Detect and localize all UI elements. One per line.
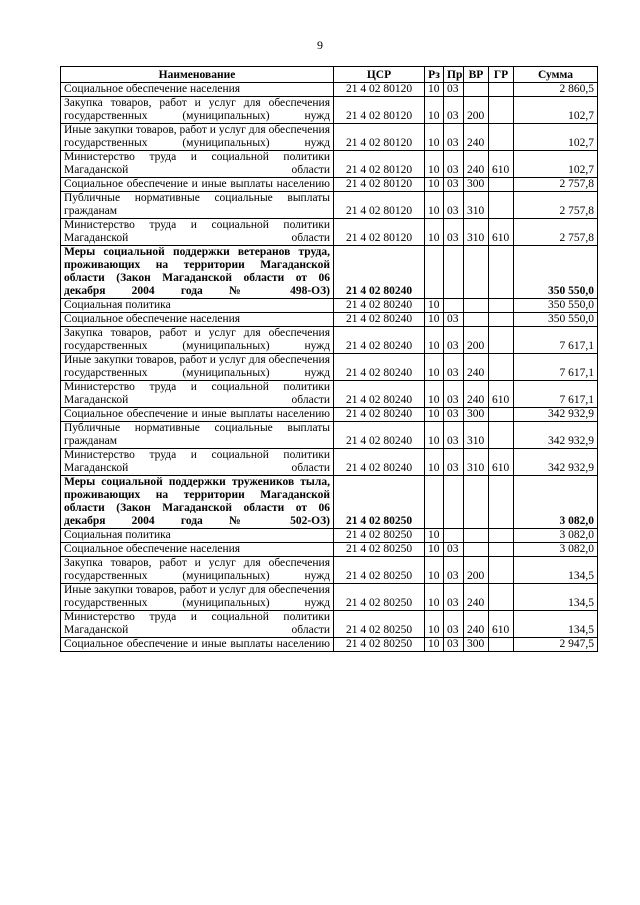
header-csr: ЦСР [334, 67, 425, 83]
row-csr-cell: 21 4 02 80120 [334, 97, 425, 124]
row-rz-cell: 10 [425, 151, 444, 178]
row-csr-cell: 21 4 02 80120 [334, 178, 425, 192]
row-rz-cell: 10 [425, 327, 444, 354]
row-pr-cell: 03 [444, 97, 464, 124]
row-sum-cell: 134,5 [514, 557, 598, 584]
row-pr-cell [444, 246, 464, 299]
row-name-cell: Иные закупки товаров, работ и услуг для обеспечения государственных (муниципальных) нужд [61, 584, 334, 611]
row-vr-cell [464, 299, 489, 313]
row-sum-cell: 2 757,8 [514, 192, 598, 219]
row-name-cell: Министерство труда и социальной политики Магаданской области [61, 611, 334, 638]
table-row [61, 151, 598, 178]
row-rz-cell: 10 [425, 124, 444, 151]
row-vr-cell: 240 [464, 354, 489, 381]
row-sum-cell: 2 947,5 [514, 638, 598, 652]
row-csr-cell: 21 4 02 80120 [334, 219, 425, 246]
row-name-cell: Социальное обеспечение населения [61, 543, 334, 557]
row-csr-cell: 21 4 02 80250 [334, 476, 425, 529]
row-vr-cell: 300 [464, 638, 489, 652]
row-pr-cell: 03 [444, 543, 464, 557]
row-vr-cell [464, 246, 489, 299]
row-name-cell: Иные закупки товаров, работ и услуг для обеспечения государственных (муниципальных) нужд [61, 354, 334, 381]
table-row [61, 529, 598, 543]
row-rz-cell: 10 [425, 408, 444, 422]
row-vr-cell: 240 [464, 151, 489, 178]
row-csr-cell: 21 4 02 80240 [334, 408, 425, 422]
row-vr-cell: 240 [464, 381, 489, 408]
row-gr-cell [489, 83, 514, 97]
row-gr-cell [489, 124, 514, 151]
row-sum-cell: 102,7 [514, 97, 598, 124]
row-sum-cell: 350 550,0 [514, 299, 598, 313]
row-gr-cell: 610 [489, 449, 514, 476]
row-name-cell: Министерство труда и социальной политики Магаданской области [61, 381, 334, 408]
row-pr-cell: 03 [444, 557, 464, 584]
row-pr-cell [444, 299, 464, 313]
row-vr-cell: 310 [464, 422, 489, 449]
row-name-cell: Публичные нормативные социальные выплаты гражданам [61, 422, 334, 449]
row-sum-cell: 134,5 [514, 584, 598, 611]
row-vr-cell: 200 [464, 327, 489, 354]
row-sum-cell: 134,5 [514, 611, 598, 638]
row-rz-cell: 10 [425, 381, 444, 408]
table-row [61, 584, 598, 611]
table-row [61, 408, 598, 422]
table-row [61, 124, 598, 151]
row-rz-cell [425, 246, 444, 299]
row-sum-cell: 3 082,0 [514, 476, 598, 529]
row-vr-cell [464, 543, 489, 557]
row-gr-cell [489, 529, 514, 543]
header-name: Наименование [61, 67, 334, 83]
row-pr-cell: 03 [444, 313, 464, 327]
table-row [61, 246, 598, 299]
row-gr-cell [489, 178, 514, 192]
row-rz-cell: 10 [425, 422, 444, 449]
row-pr-cell: 03 [444, 178, 464, 192]
row-rz-cell: 10 [425, 178, 444, 192]
row-rz-cell: 10 [425, 449, 444, 476]
row-vr-cell [464, 476, 489, 529]
row-pr-cell: 03 [444, 638, 464, 652]
row-sum-cell: 7 617,1 [514, 354, 598, 381]
row-pr-cell: 03 [444, 611, 464, 638]
row-rz-cell: 10 [425, 83, 444, 97]
row-rz-cell: 10 [425, 219, 444, 246]
header-rz: Рз [425, 67, 444, 83]
row-pr-cell: 03 [444, 449, 464, 476]
row-gr-cell [489, 476, 514, 529]
row-pr-cell: 03 [444, 327, 464, 354]
row-name-cell: Министерство труда и социальной политики Магаданской области [61, 151, 334, 178]
row-csr-cell: 21 4 02 80120 [334, 83, 425, 97]
table-row [61, 611, 598, 638]
row-csr-cell: 21 4 02 80240 [334, 354, 425, 381]
row-name-cell: Меры социальной поддержки ветеранов труда, проживающих на территории Магаданской области (Закон Магаданской области от 06 декабря 2004 года № 498-ОЗ) [61, 246, 334, 299]
row-rz-cell: 10 [425, 97, 444, 124]
row-pr-cell: 03 [444, 151, 464, 178]
row-name-cell: Закупка товаров, работ и услуг для обеспечения государственных (муниципальных) нужд [61, 557, 334, 584]
row-sum-cell: 2 757,8 [514, 219, 598, 246]
row-csr-cell: 21 4 02 80250 [334, 543, 425, 557]
row-csr-cell: 21 4 02 80120 [334, 192, 425, 219]
table-row [61, 219, 598, 246]
table-row [61, 97, 598, 124]
row-name-cell: Социальная политика [61, 299, 334, 313]
row-sum-cell: 2 860,5 [514, 83, 598, 97]
row-name-cell: Социальное обеспечение населения [61, 83, 334, 97]
row-csr-cell: 21 4 02 80120 [334, 151, 425, 178]
row-pr-cell: 03 [444, 124, 464, 151]
row-rz-cell: 10 [425, 543, 444, 557]
row-sum-cell: 342 932,9 [514, 408, 598, 422]
row-vr-cell: 240 [464, 584, 489, 611]
row-name-cell: Социальное обеспечение и иные выплаты населению [61, 638, 334, 652]
row-csr-cell: 21 4 02 80250 [334, 584, 425, 611]
row-pr-cell: 03 [444, 381, 464, 408]
row-gr-cell [489, 327, 514, 354]
row-vr-cell: 200 [464, 97, 489, 124]
budget-table [60, 66, 598, 652]
row-gr-cell: 610 [489, 381, 514, 408]
row-rz-cell: 10 [425, 354, 444, 381]
table-row [61, 422, 598, 449]
row-sum-cell: 102,7 [514, 124, 598, 151]
table-row [61, 381, 598, 408]
row-pr-cell: 03 [444, 354, 464, 381]
row-name-cell: Социальное обеспечение населения [61, 313, 334, 327]
row-csr-cell: 21 4 02 80240 [334, 246, 425, 299]
row-csr-cell: 21 4 02 80240 [334, 449, 425, 476]
row-pr-cell: 03 [444, 83, 464, 97]
row-vr-cell: 310 [464, 192, 489, 219]
row-csr-cell: 21 4 02 80240 [334, 313, 425, 327]
table-row [61, 354, 598, 381]
row-sum-cell: 7 617,1 [514, 381, 598, 408]
row-vr-cell [464, 83, 489, 97]
row-vr-cell: 310 [464, 219, 489, 246]
row-gr-cell [489, 97, 514, 124]
table-row [61, 313, 598, 327]
table-row [61, 476, 598, 529]
row-gr-cell [489, 299, 514, 313]
header-vr: ВР [464, 67, 489, 83]
row-gr-cell [489, 313, 514, 327]
row-rz-cell: 10 [425, 611, 444, 638]
row-gr-cell [489, 246, 514, 299]
table-row [61, 83, 598, 97]
header-gr: ГР [489, 67, 514, 83]
table-row [61, 543, 598, 557]
row-csr-cell: 21 4 02 80250 [334, 638, 425, 652]
row-csr-cell: 21 4 02 80240 [334, 327, 425, 354]
row-name-cell: Публичные нормативные социальные выплаты гражданам [61, 192, 334, 219]
row-name-cell: Иные закупки товаров, работ и услуг для обеспечения государственных (муниципальных) нужд [61, 124, 334, 151]
row-rz-cell: 10 [425, 638, 444, 652]
row-csr-cell: 21 4 02 80240 [334, 381, 425, 408]
row-sum-cell: 350 550,0 [514, 313, 598, 327]
row-gr-cell [489, 354, 514, 381]
row-vr-cell: 310 [464, 449, 489, 476]
row-gr-cell: 610 [489, 151, 514, 178]
row-rz-cell: 10 [425, 192, 444, 219]
row-gr-cell [489, 192, 514, 219]
row-vr-cell: 240 [464, 611, 489, 638]
row-sum-cell: 342 932,9 [514, 422, 598, 449]
table-row [61, 638, 598, 652]
row-name-cell: Министерство труда и социальной политики Магаданской области [61, 449, 334, 476]
row-name-cell: Закупка товаров, работ и услуг для обеспечения государственных (муниципальных) нужд [61, 97, 334, 124]
row-csr-cell: 21 4 02 80240 [334, 299, 425, 313]
row-pr-cell: 03 [444, 408, 464, 422]
table-row [61, 192, 598, 219]
row-csr-cell: 21 4 02 80250 [334, 529, 425, 543]
row-vr-cell: 300 [464, 408, 489, 422]
row-sum-cell: 3 082,0 [514, 543, 598, 557]
row-vr-cell [464, 529, 489, 543]
row-csr-cell: 21 4 02 80250 [334, 611, 425, 638]
row-vr-cell: 200 [464, 557, 489, 584]
row-pr-cell [444, 476, 464, 529]
row-csr-cell: 21 4 02 80250 [334, 557, 425, 584]
table-row [61, 178, 598, 192]
row-csr-cell: 21 4 02 80240 [334, 422, 425, 449]
row-sum-cell: 350 550,0 [514, 246, 598, 299]
row-gr-cell [489, 422, 514, 449]
row-pr-cell [444, 529, 464, 543]
table-row [61, 327, 598, 354]
row-vr-cell [464, 313, 489, 327]
row-gr-cell [489, 408, 514, 422]
row-pr-cell: 03 [444, 422, 464, 449]
row-rz-cell: 10 [425, 529, 444, 543]
row-sum-cell: 3 082,0 [514, 529, 598, 543]
table-row [61, 557, 598, 584]
row-name-cell: Социальное обеспечение и иные выплаты населению [61, 178, 334, 192]
row-rz-cell: 10 [425, 584, 444, 611]
row-rz-cell [425, 476, 444, 529]
row-sum-cell: 2 757,8 [514, 178, 598, 192]
row-name-cell: Меры социальной поддержки тружеников тыла, проживающих на территории Магаданской области (Закон Магаданской области от 06 декабря 2004 года № 502-ОЗ) [61, 476, 334, 529]
header-sum: Сумма [514, 67, 598, 83]
table-row [61, 449, 598, 476]
row-pr-cell: 03 [444, 192, 464, 219]
row-sum-cell: 102,7 [514, 151, 598, 178]
row-gr-cell: 610 [489, 219, 514, 246]
row-rz-cell: 10 [425, 299, 444, 313]
row-name-cell: Социальная политика [61, 529, 334, 543]
page-number: 9 [317, 38, 323, 52]
row-pr-cell: 03 [444, 219, 464, 246]
row-gr-cell [489, 638, 514, 652]
row-name-cell: Социальное обеспечение и иные выплаты населению [61, 408, 334, 422]
row-csr-cell: 21 4 02 80120 [334, 124, 425, 151]
row-vr-cell: 240 [464, 124, 489, 151]
row-rz-cell: 10 [425, 557, 444, 584]
row-gr-cell [489, 584, 514, 611]
row-name-cell: Закупка товаров, работ и услуг для обеспечения государственных (муниципальных) нужд [61, 327, 334, 354]
row-gr-cell: 610 [489, 611, 514, 638]
row-sum-cell: 342 932,9 [514, 449, 598, 476]
table-header-row [61, 67, 598, 83]
row-gr-cell [489, 543, 514, 557]
row-name-cell: Министерство труда и социальной политики Магаданской области [61, 219, 334, 246]
header-pr: Пр [444, 67, 464, 83]
row-pr-cell: 03 [444, 584, 464, 611]
row-gr-cell [489, 557, 514, 584]
row-sum-cell: 7 617,1 [514, 327, 598, 354]
table-row [61, 299, 598, 313]
row-vr-cell: 300 [464, 178, 489, 192]
row-rz-cell: 10 [425, 313, 444, 327]
